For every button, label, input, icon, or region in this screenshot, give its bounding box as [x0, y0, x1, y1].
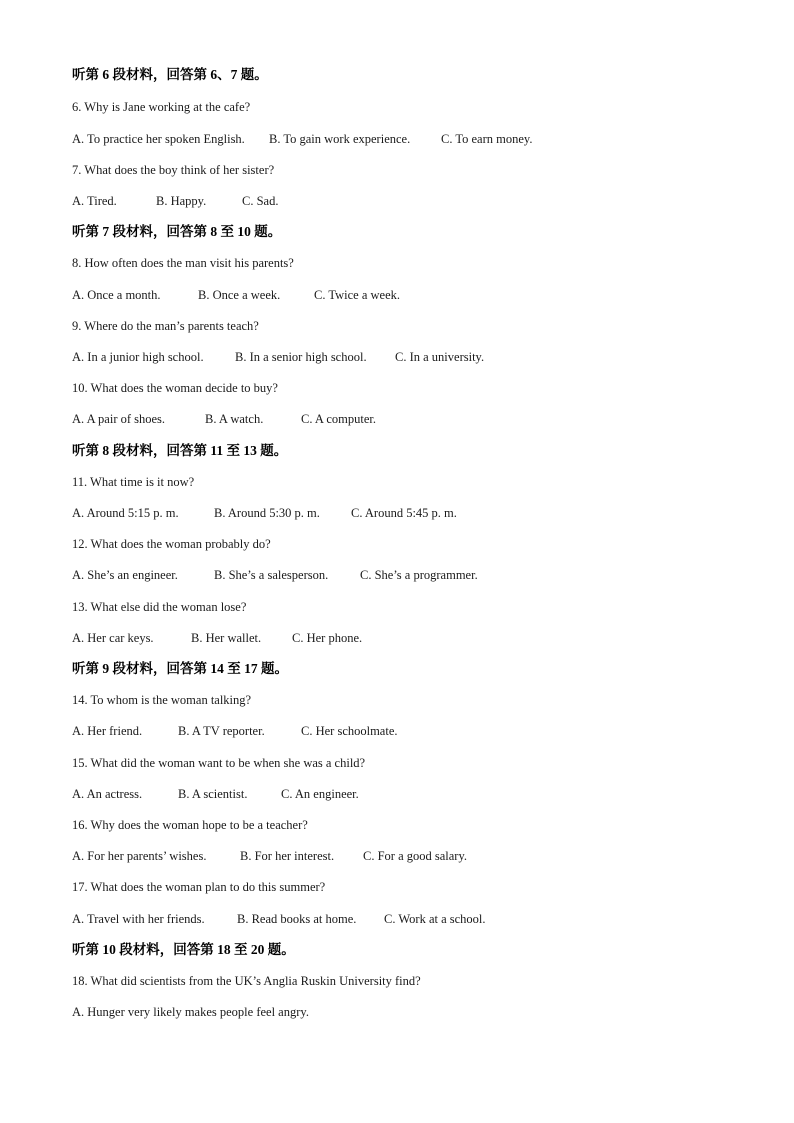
option-c: C. Twice a week. — [314, 288, 401, 302]
section-header: 听第 10 段材料，回答第 18 至 20 题。 — [72, 942, 295, 957]
option-c: C. Work at a school. — [384, 912, 486, 926]
option-a: A. Hunger very likely makes people feel angry. — [72, 1005, 309, 1019]
option-b: B. Around 5:30 p. m. — [214, 506, 320, 520]
option-a: A. A pair of shoes. — [72, 412, 166, 426]
option-b: B. Once a week. — [198, 288, 281, 302]
section-header: 听第 9 段材料，回答第 14 至 17 题。 — [72, 661, 288, 676]
question-text: 10. What does the woman decide to buy? — [72, 381, 278, 395]
question-text: 6. Why is Jane working at the cafe? — [72, 100, 251, 114]
question-text: 15. What did the woman want to be when she was a child? — [72, 756, 366, 770]
question-text: 12. What does the woman probably do? — [72, 537, 271, 551]
option-a: A. Her friend. — [72, 724, 143, 738]
option-b: B. Happy. — [156, 194, 207, 208]
option-a: A. An actress. — [72, 787, 143, 801]
option-a: A. Once a month. — [72, 288, 161, 302]
option-c: C. Her phone. — [292, 631, 363, 645]
option-a: A. Her car keys. — [72, 631, 154, 645]
option-a: A. She’s an engineer. — [72, 568, 178, 582]
option-c: C. To earn money. — [441, 132, 533, 146]
option-b: B. Her wallet. — [191, 631, 262, 645]
option-b: B. To gain work experience. — [269, 132, 411, 146]
section-header: 听第 8 段材料，回答第 11 至 13 题。 — [72, 443, 288, 458]
question-text: 16. Why does the woman hope to be a teacher? — [72, 818, 308, 832]
section-header: 听第 6 段材料，回答第 6、7 题。 — [72, 67, 268, 82]
option-c: C. Around 5:45 p. m. — [351, 506, 457, 520]
question-text: 7. What does the boy think of her sister? — [72, 163, 275, 177]
question-text: 8. How often does the man visit his parents? — [72, 256, 294, 270]
option-a: A. To practice her spoken English. — [72, 132, 245, 146]
option-b: B. A scientist. — [178, 787, 248, 801]
question-text: 14. To whom is the woman talking? — [72, 693, 252, 707]
option-c: C. She’s a programmer. — [360, 568, 478, 582]
option-b: B. In a senior high school. — [235, 350, 367, 364]
question-text: 17. What does the woman plan to do this summer? — [72, 880, 326, 894]
option-c: C. For a good salary. — [363, 849, 468, 863]
option-b: B. She’s a salesperson. — [214, 568, 329, 582]
option-c: C. In a university. — [395, 350, 485, 364]
option-c: C. Her schoolmate. — [301, 724, 398, 738]
question-text: 11. What time is it now? — [72, 475, 195, 489]
section-header: 听第 7 段材料，回答第 8 至 10 题。 — [72, 224, 282, 239]
option-a: A. Tired. — [72, 194, 117, 208]
option-a: A. Travel with her friends. — [72, 912, 205, 926]
option-b: B. Read books at home. — [237, 912, 357, 926]
option-a: A. Around 5:15 p. m. — [72, 506, 179, 520]
option-b: B. A TV reporter. — [178, 724, 265, 738]
option-c: C. An engineer. — [281, 787, 359, 801]
question-text: 13. What else did the woman lose? — [72, 600, 247, 614]
option-a: A. For her parents’ wishes. — [72, 849, 207, 863]
option-b: B. For her interest. — [240, 849, 335, 863]
option-c: C. Sad. — [242, 194, 279, 208]
option-c: C. A computer. — [301, 412, 376, 426]
question-text: 18. What did scientists from the UK’s Anglia Ruskin University find? — [72, 974, 421, 988]
option-a: A. In a junior high school. — [72, 350, 204, 364]
question-text: 9. Where do the man’s parents teach? — [72, 319, 259, 333]
option-b: B. A watch. — [205, 412, 264, 426]
